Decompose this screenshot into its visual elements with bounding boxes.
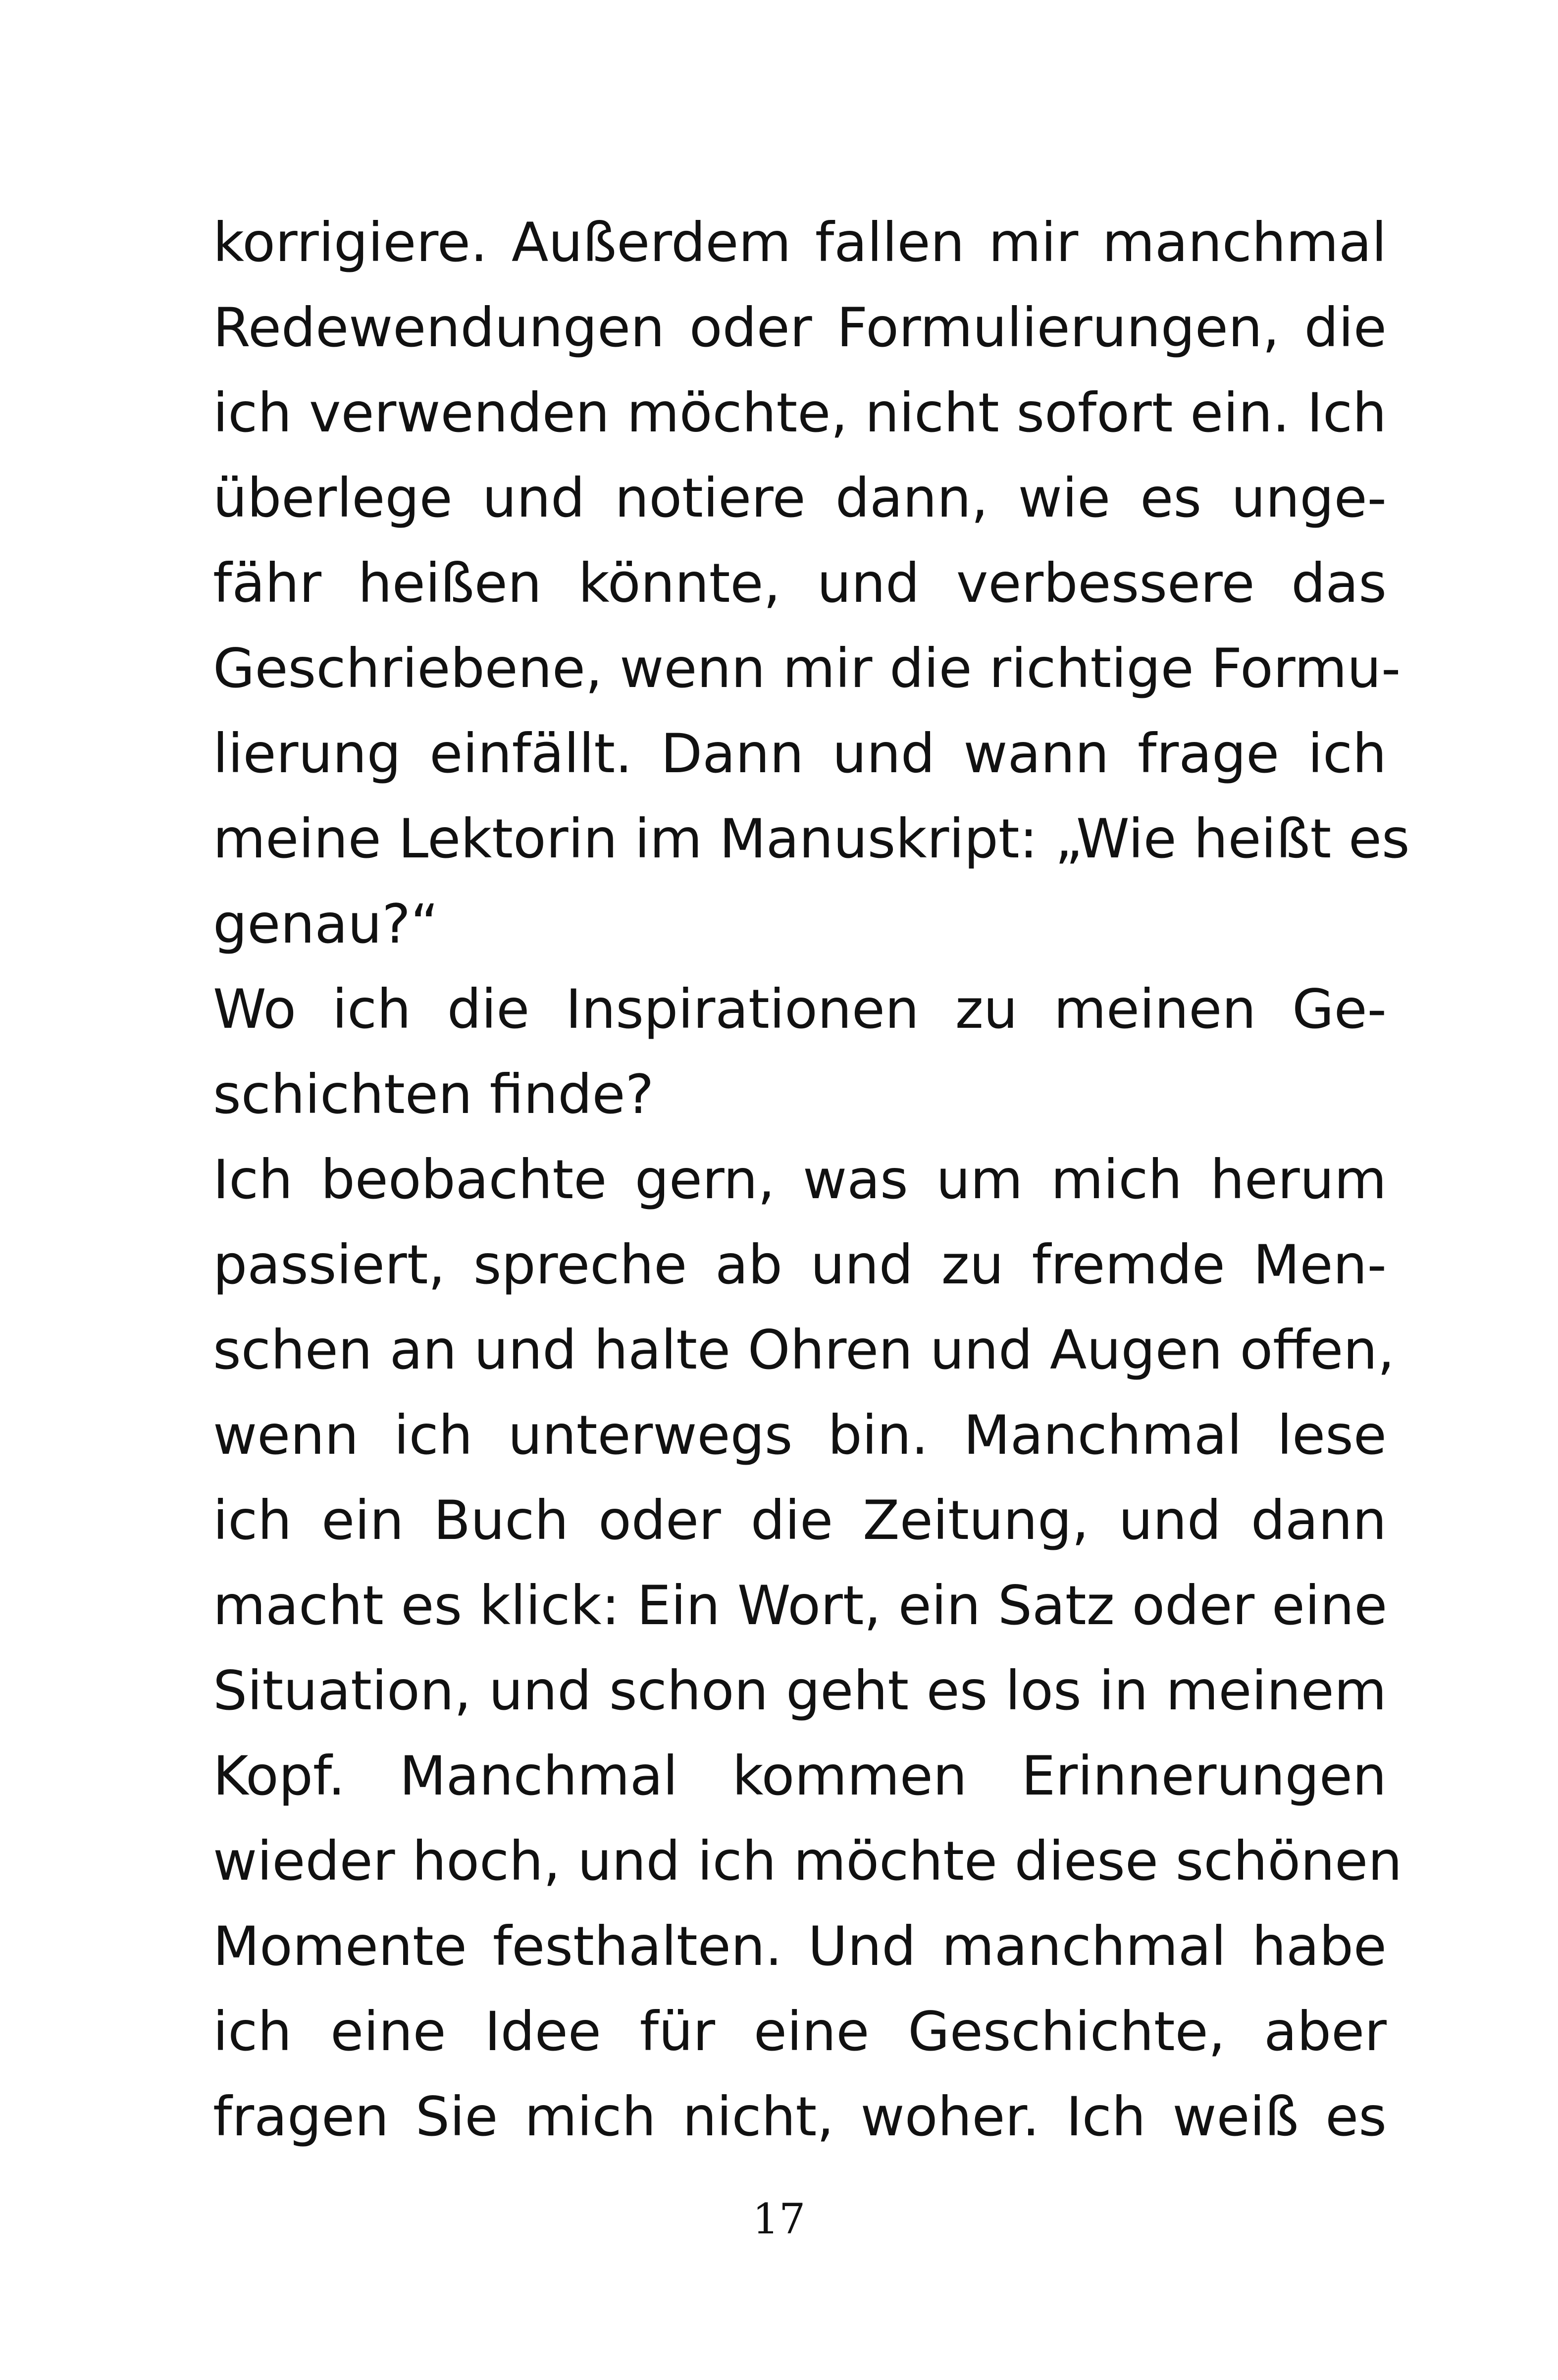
text-line: Kopf. Manchmal kommen Erinnerungen [213,1745,1387,1807]
text-line: korrigiere. Außerdem fallen mir manchmal [213,211,1387,274]
text-line: Ich beobachte gern, was um mich herum [213,1148,1387,1211]
text-line: wieder hoch, und ich möchte diese schönen [213,1830,1402,1893]
text-line: genau?“ [213,893,439,955]
text-line: passiert, spreche ab und zu fremde Men- [213,1233,1387,1296]
text-line: lierung einfällt. Dann und wann frage ich [213,722,1387,785]
text-line: Geschriebene, wenn mir die richtige Formu- [213,637,1401,700]
text-line: Redewendungen oder Formulierungen, die [213,296,1387,359]
text-line: macht es klick: Ein Wort, ein Satz oder eine [213,1574,1388,1637]
text-line: meine Lektorin im Manuskript: „Wie heißt es [213,807,1410,870]
text-line: schen an und halte Ohren und Augen offen, [213,1319,1395,1381]
page-number: 17 [752,2195,806,2243]
text-line: fragen Sie mich nicht, woher. Ich weiß es [213,2085,1387,2148]
text-line: fähr heißen könnte, und verbessere das [213,552,1387,615]
body-text [213,200,1410,2160]
text-line: Momente festhalten. Und manchmal habe [213,1915,1387,1978]
text-line: ich ein Buch oder die Zeitung, und dann [213,1489,1387,1552]
text-line: wenn ich unterwegs bin. Manchmal lese [213,1404,1387,1467]
text-line: überlege und notiere dann, wie es unge- [213,467,1387,529]
text-line: ich verwenden möchte, nicht sofort ein. Ich [213,381,1387,444]
text-line: schichten finde? [213,1063,654,1126]
text-line: Situation, und schon geht es los in meinem [213,1659,1387,1722]
text-line: Wo ich die Inspirationen zu meinen Ge- [213,978,1387,1041]
text-line: ich eine Idee für eine Geschichte, aber [213,2000,1387,2063]
